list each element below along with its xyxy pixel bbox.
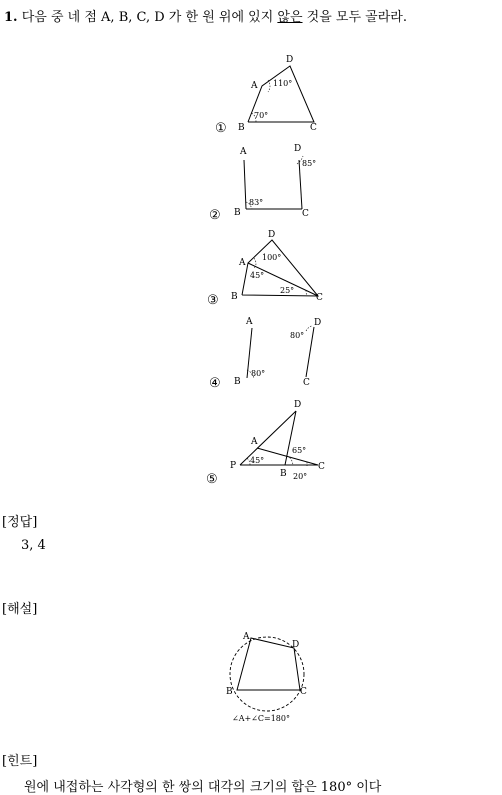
point-label-b-4: B: [234, 377, 241, 387]
point-label-c-3: C: [316, 293, 323, 303]
point-label-c-2: C: [302, 209, 309, 219]
angle-label-b-1: 70°: [254, 111, 269, 120]
point-label-d-2: D: [294, 144, 302, 154]
explanation-figure: [222, 628, 312, 726]
question-number: 1.: [4, 10, 18, 25]
segment-ab-2: [244, 160, 246, 209]
figure-option-4: [209, 317, 321, 391]
point-label-b-1: B: [238, 123, 245, 133]
point-label-a-3: A: [239, 258, 246, 268]
point-label-b-5: B: [280, 469, 287, 479]
hint-text: 원에 내접하는 사각형의 한 쌍의 대각의 크기의 합은 180° 이다: [24, 780, 382, 795]
point-label-b-2: B: [234, 208, 241, 218]
option-marker-1: ①: [215, 121, 227, 136]
point-label-b-expl: B: [226, 687, 233, 697]
angle-label-c-3: 25°: [280, 286, 295, 295]
option-marker-4: ④: [209, 376, 221, 391]
angle-label-b-2: 83°: [249, 198, 264, 207]
point-label-p-5: P: [230, 461, 237, 471]
inscribed-quad: [237, 638, 300, 690]
segment-dc-4: [306, 327, 314, 377]
point-label-a-2: A: [240, 147, 247, 157]
point-label-c-1: C: [310, 123, 317, 133]
point-label-c-5: C: [318, 462, 325, 472]
figure-option-1: [215, 55, 317, 136]
answer-value: 3, 4: [21, 538, 46, 553]
question-text-after: 것을 모두 골라라.: [302, 10, 407, 25]
explanation-caption: ∠A+∠C=180°: [232, 714, 290, 723]
option-marker-5: ⑤: [206, 472, 218, 487]
angle-label-65-5: 65°: [292, 446, 307, 455]
figure-option-5: [206, 400, 325, 487]
point-label-c-4: C: [303, 378, 310, 388]
question-underlined-word: 않은: [277, 10, 303, 25]
angle-label-d-2: 85°: [302, 159, 317, 168]
angle-label-c-5: 20°: [293, 472, 308, 481]
option-marker-3: ③: [207, 293, 219, 308]
angle-label-a-1: 110°: [273, 79, 293, 88]
point-label-d-1: D: [286, 55, 294, 65]
point-label-d-expl: D: [292, 640, 300, 650]
point-label-d-5: D: [294, 400, 302, 410]
angle-label-p-5: 45°: [250, 456, 265, 465]
point-label-d-4: D: [314, 318, 322, 328]
point-label-c-expl: C: [300, 687, 307, 697]
question-text-before: 다음 중 네 점 A, B, C, D 가 한 원 위에 있지: [21, 10, 278, 25]
answer-heading: [정답]: [2, 515, 38, 530]
angle-label-d-3: 100°: [262, 253, 282, 262]
point-label-a-expl: A: [243, 632, 250, 642]
angle-label-d-4: 80°: [290, 331, 305, 340]
angle-label-a-3: 45°: [250, 271, 265, 280]
point-label-d-3: D: [268, 230, 276, 240]
point-label-a-4: A: [246, 317, 253, 327]
explanation-heading: [해설]: [2, 602, 38, 617]
point-label-a-1: A: [251, 81, 258, 91]
point-label-a-5: A: [251, 437, 258, 447]
angle-label-b-4: 80°: [251, 369, 266, 378]
option-marker-2: ②: [209, 208, 221, 223]
hint-heading: [힌트]: [2, 754, 38, 769]
point-label-b-3: B: [231, 292, 238, 302]
figure-option-2: [209, 144, 316, 223]
figure-option-3: [207, 230, 323, 308]
angle-arc-d-4: [306, 326, 312, 331]
